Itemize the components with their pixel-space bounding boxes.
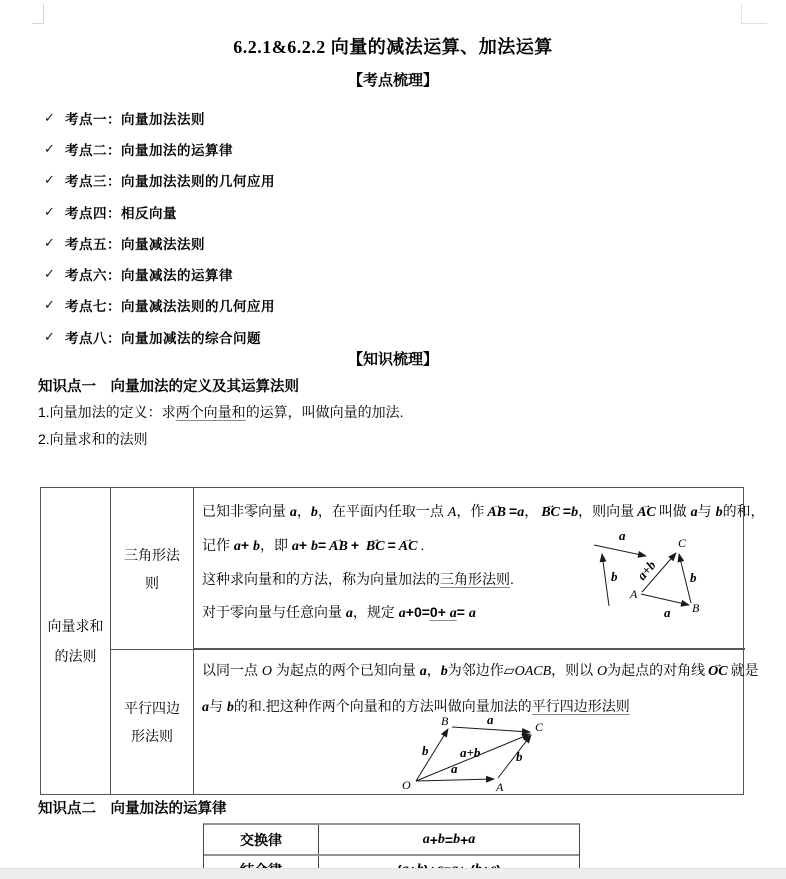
point-O-label: O — [402, 778, 411, 792]
triangle-line-2: 记作 a+ b，即 a+ b= AB → + BC → = AC → . — [202, 529, 739, 563]
free-vector-b-label: b — [611, 569, 618, 584]
page-bottom-edge — [0, 868, 786, 879]
paragraph-rules: 2.向量求和的法则 — [38, 431, 148, 447]
point-A-label: A — [496, 780, 504, 793]
check-icon: ✓ — [44, 234, 55, 250]
triangle-method-label: 三角形法则 — [124, 546, 180, 591]
list-item-label: 考点八：向量加减法的综合问题 — [65, 330, 261, 346]
bottom-edge-a-label: a — [451, 761, 458, 776]
diagonal-ab-label: a+b — [633, 557, 659, 583]
diagonal-ab-label: a+b — [460, 745, 481, 760]
vector-sum-rules-table — [40, 487, 765, 795]
triangle-line-4: 对于零向量与任意向量 a，规定 a+0=0+ a= a — [202, 604, 476, 621]
exam-points-list — [44, 102, 644, 352]
parallelogram-description-cell — [194, 649, 759, 794]
point-C-label: C — [678, 536, 687, 550]
point-A-label: A — [630, 587, 638, 601]
exam-points-heading: 【考点梳理】 — [347, 72, 438, 89]
page-margin-corner-left — [32, 4, 44, 24]
table-row-header-cell — [41, 488, 111, 794]
point-B-label: B — [441, 715, 449, 728]
right-edge-b-label: b — [516, 749, 523, 764]
law-formula: a + b = b + a — [422, 831, 476, 848]
list-item-label: 考点六：向量减法的运算律 — [65, 268, 233, 284]
knowledge-point-2-heading: 知识点二 向量加法的运算律 — [38, 801, 227, 817]
parallelogram-line-2: a与 b的和.把这种作两个向量和的方法叫做向量加法的平行四边形法则 — [202, 698, 630, 715]
triangle-description-cell — [194, 488, 765, 649]
paragraph-definition: 1.向量加法的定义：求两个向量和的运算，叫做向量的加法. — [38, 404, 404, 420]
page-margin-corner-right — [741, 4, 767, 24]
list-item — [44, 258, 644, 289]
check-icon: ✓ — [44, 203, 55, 219]
check-icon: ✓ — [44, 172, 55, 188]
list-item-label: 考点七：向量减法法则的几何应用 — [65, 299, 275, 315]
point-B-label: B — [692, 601, 700, 615]
check-icon: ✓ — [44, 140, 55, 156]
list-item — [44, 165, 644, 196]
check-icon: ✓ — [44, 297, 55, 313]
list-item — [44, 290, 644, 321]
left-edge-b-label: b — [422, 743, 429, 758]
triangle-method-cell — [111, 488, 194, 649]
list-item — [44, 196, 644, 227]
check-icon: ✓ — [44, 109, 55, 125]
check-icon: ✓ — [44, 328, 55, 344]
edge-b-label: b — [690, 570, 697, 585]
list-item-label: 考点五：向量减法法则 — [65, 236, 205, 252]
list-item — [44, 227, 644, 258]
table-row — [204, 825, 579, 854]
check-icon: ✓ — [44, 266, 55, 282]
parallelogram-method-cell — [111, 649, 194, 794]
list-item-label: 考点三：向量加法法则的几何应用 — [65, 174, 275, 190]
top-edge-a-label: a — [487, 715, 494, 727]
triangle-line-3: 这种求向量和的方法，称为向量加法的三角形法则. — [202, 571, 514, 587]
knowledge-point-1-heading: 知识点一 向量加法的定义及其运算法则 — [38, 379, 299, 395]
row-header-text: 向量求和的法则 — [47, 618, 104, 664]
triangle-line-1: 已知非零向量 a，b，在平面内任取一点 A，作 AB → =a， BC → =b，则向量 AC → 叫做 a与 b的和， — [202, 495, 739, 529]
edge-a-label: a — [664, 605, 671, 620]
list-item — [44, 133, 644, 164]
law-name: 交换律 — [204, 825, 319, 854]
parallelogram-line-1: 以同一点 O 为起点的两个已知向量 a，b为邻边作▱OACB，则以 O为起点的对角线 OC → 就是 — [202, 653, 739, 689]
list-item-label: 考点二：向量加法的运算律 — [65, 142, 233, 158]
list-item-label: 考点四：相反向量 — [65, 205, 177, 221]
list-item-label: 考点一：向量加法法则 — [65, 111, 205, 127]
parallelogram-method-label: 平行四边形法则 — [124, 699, 180, 744]
knowledge-heading: 【知识梳理】 — [347, 351, 438, 368]
free-vector-a-label: a — [619, 528, 626, 543]
parallelogram-rule-figure — [394, 715, 604, 793]
page-title: 6.2.1&6.2.2 向量的减法运算、加法运算 — [233, 37, 553, 57]
point-C-label: C — [535, 720, 544, 734]
list-item — [44, 102, 644, 133]
triangle-rule-figure — [586, 524, 736, 624]
